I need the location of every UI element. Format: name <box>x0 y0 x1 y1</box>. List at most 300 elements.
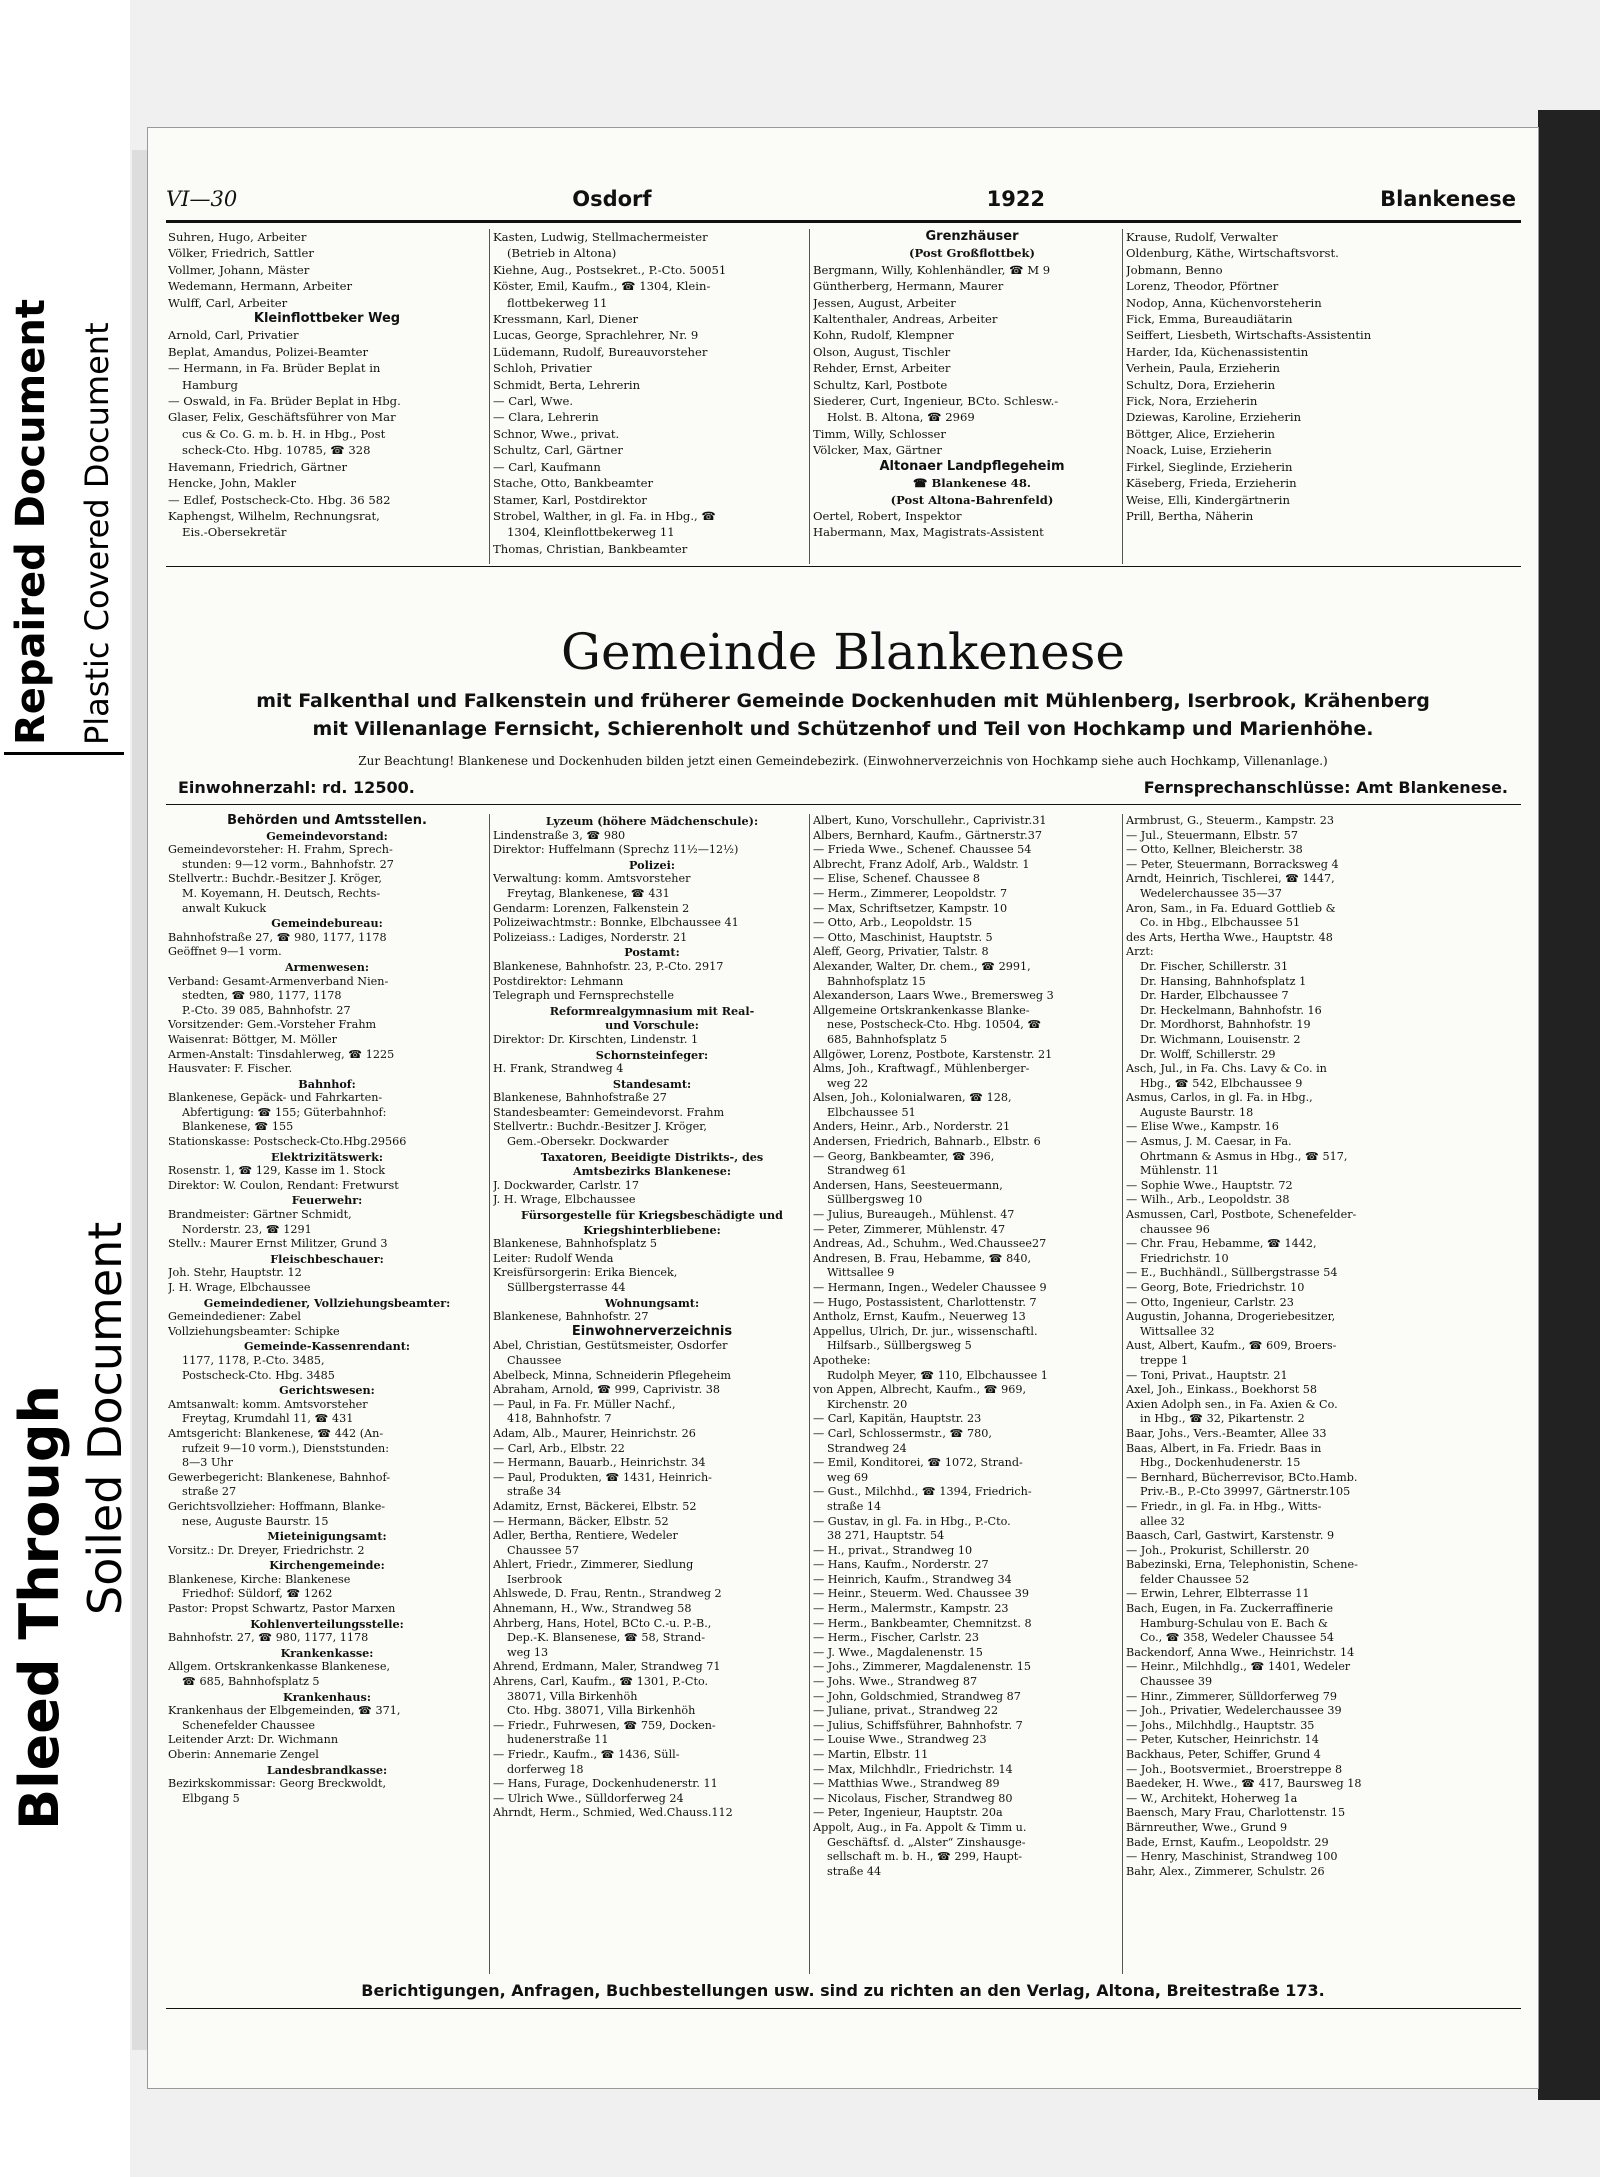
list-item: Co. in Hbg., Elbchaussee 51 <box>1140 916 1301 930</box>
list-item: Babezinski, Erna, Telephonistin, Schene- <box>1126 1558 1358 1572</box>
list-item: Lucas, George, Sprachlehrer, Nr. 9 <box>493 328 699 343</box>
list-item: Blankenese, Kirche: Blankenese <box>168 1572 351 1586</box>
list-item: — Paul, in Fa. Fr. Müller Nachf., <box>493 1397 676 1411</box>
list-item: Gewerbegericht: Blankenese, Bahnhof- <box>168 1470 391 1484</box>
list-item: Andreas, Ad., Schuhm., Wed.Chaussee27 <box>813 1237 1047 1251</box>
list-item: — Hermann, in Fa. Brüder Beplat in <box>168 361 381 376</box>
list-item: Leitender Arzt: Dr. Wichmann <box>168 1733 339 1747</box>
list-item: — Asmus, J. M. Caesar, in Fa. <box>1126 1135 1292 1149</box>
subheading: Krankenhaus: <box>283 1689 371 1704</box>
list-item: — Otto, Maschinist, Hauptstr. 5 <box>813 930 993 944</box>
list-item: Antholz, Ernst, Kaufm., Neuerweg 13 <box>813 1310 1026 1324</box>
list-item: Rehder, Ernst, Arbeiter <box>813 361 951 376</box>
main_columns-column-2 <box>493 814 811 1821</box>
list-item: Freytag, Krumdahl 11, ☎ 431 <box>182 1412 354 1426</box>
list-item: Postscheck-Cto. Hbg. 3485 <box>182 1368 335 1382</box>
list-item: Schmidt, Berta, Lehrerin <box>493 377 641 392</box>
list-item: — Herm., Zimmerer, Leopoldstr. 7 <box>813 886 1008 900</box>
list-item: Stellvertr.: Buchdr.-Besitzer J. Kröger, <box>493 1120 707 1134</box>
subheading: Taxatoren, Beeidigte Distrikts-, des <box>540 1149 764 1164</box>
list-item: Dr. Heckelmann, Bahnhofstr. 16 <box>1140 1003 1322 1017</box>
list-item: Vollmer, Johann, Mäster <box>168 262 310 277</box>
section-heading: Behörden und Amtsstellen. <box>227 814 427 828</box>
main_columns-column-3 <box>813 814 1131 1879</box>
list-item: — Otto, Ingenieur, Carlstr. 23 <box>1126 1295 1294 1309</box>
list-item: stedten, ☎ 980, 1177, 1178 <box>182 989 342 1003</box>
list-item: straße 27 <box>182 1485 237 1499</box>
list-item: — Hermann, Ingen., Wedeler Chaussee 9 <box>813 1281 1047 1294</box>
list-item: Beplat, Amandus, Polizei-Beamter <box>168 344 369 359</box>
list-item: — Chr. Frau, Hebamme, ☎ 1442, <box>1126 1237 1317 1251</box>
list-item: Vollziehungsbeamter: Schipke <box>168 1324 340 1338</box>
column-divider <box>489 229 490 564</box>
list-item: Hbg., Dockenhudenerstr. 15 <box>1140 1456 1301 1470</box>
side-label-panel <box>0 0 130 2177</box>
list-item: Dep.-K. Blansenese, ☎ 58, Strand- <box>507 1631 706 1645</box>
list-item: Nodop, Anna, Küchenvorsteherin <box>1126 295 1322 310</box>
list-item: Kasten, Ludwig, Stellmachermeister <box>493 230 708 244</box>
list-item: Geschäftsf. d. „Alster“ Zinshausge- <box>827 1835 1026 1849</box>
label-separator <box>4 752 124 755</box>
list-item: flottbekerweg 11 <box>507 295 608 310</box>
list-item: Allgem. Ortskrankenkasse Blankenese, <box>168 1660 391 1674</box>
list-item: Aleff, Georg, Privatier, Talstr. 8 <box>813 945 989 959</box>
list-item: nese, Auguste Baurstr. 15 <box>182 1514 329 1528</box>
subheading: Elektrizitätswerk: <box>271 1149 383 1164</box>
list-item: — Hinr., Zimmerer, Sülldorferweg 79 <box>1126 1689 1337 1703</box>
list-item: weg 13 <box>507 1645 549 1659</box>
list-item: J. H. Wrage, Elbchaussee <box>493 1193 636 1207</box>
column-divider <box>809 814 810 1974</box>
list-item: Wedelerchaussee 35—37 <box>1140 886 1282 900</box>
list-item: Bahr, Alex., Zimmerer, Schulstr. 26 <box>1126 1864 1325 1878</box>
subheading: Lyzeum (höhere Mädchenschule): <box>545 814 759 828</box>
list-item: Blankenese, Bahnhofstr. 27 <box>493 1310 649 1324</box>
list-item: Stellv.: Maurer Ernst Militzer, Grund 3 <box>168 1237 388 1251</box>
list-item: Abelbeck, Minna, Schneiderin Pflegeheim <box>493 1368 732 1382</box>
book-spine <box>1538 110 1600 2100</box>
list-item: — Carl, Kaufmann <box>493 459 601 474</box>
list-item: H. Frank, Strandweg 4 <box>493 1062 624 1076</box>
list-item: Blankenese, Bahnhofsplatz 5 <box>493 1237 657 1251</box>
list-item: (Betrieb in Altona) <box>507 246 617 261</box>
list-item: Süllbergsweg 10 <box>827 1193 923 1207</box>
list-item: — Carl, Kapitän, Hauptstr. 23 <box>813 1412 982 1426</box>
list-item: cus & Co. G. m. b. H. in Hbg., Post <box>182 426 386 441</box>
population: Einwohnerzahl: rd. 12500. <box>178 778 415 797</box>
subheading: (Post Großflottbek) <box>909 246 1035 261</box>
list-item: — Peter, Zimmerer, Mühlenstr. 47 <box>813 1222 1006 1236</box>
list-item: Kreisfürsorgerin: Erika Biencek, <box>493 1266 678 1280</box>
list-item: Adler, Bertha, Rentiere, Wedeler <box>493 1529 678 1543</box>
list-item: Jobmann, Benno <box>1126 262 1223 277</box>
list-item: Strandweg 61 <box>827 1164 907 1178</box>
list-item: Völker, Friedrich, Sattler <box>168 246 314 261</box>
list-item: Blankenese, Gepäck- und Fahrkarten- <box>168 1091 383 1105</box>
list-item: Ahlert, Friedr., Zimmerer, Siedlung <box>493 1558 694 1572</box>
list-item: Aust, Albert, Kaufm., ☎ 609, Broers- <box>1126 1339 1337 1353</box>
list-item: Rudolph Meyer, ☎ 110, Elbchaussee 1 <box>827 1368 1048 1382</box>
list-item: Lüdemann, Rudolf, Bureauvorsteher <box>493 344 708 359</box>
list-item: Wittsallee 32 <box>1140 1324 1215 1338</box>
list-item: Auguste Baurstr. 18 <box>1140 1105 1254 1119</box>
list-item: — W., Architekt, Hoherweg 1a <box>1126 1791 1298 1805</box>
list-item: Axien Adolph sen., in Fa. Axien & Co. <box>1126 1397 1338 1411</box>
list-item: Ahnemann, H., Ww., Strandweg 58 <box>493 1602 692 1616</box>
list-item: Brandmeister: Gärtner Schmidt, <box>168 1208 352 1222</box>
subheading: Fürsorgestelle für Kriegsbeschädigte und <box>521 1208 783 1223</box>
list-item: Hbg., ☎ 542, Elbchaussee 9 <box>1140 1076 1303 1090</box>
list-item: Freytag, Blankenese, ☎ 431 <box>507 886 670 900</box>
list-item: Böttger, Alice, Erzieherin <box>1126 426 1275 441</box>
list-item: — Carl, Arb., Elbstr. 22 <box>493 1441 625 1455</box>
subheading: Amtsbezirks Blankenese: <box>572 1164 732 1179</box>
list-item: Habermann, Max, Magistrats-Assistent <box>813 525 1044 540</box>
list-item: Firkel, Sieglinde, Erzieherin <box>1126 459 1293 474</box>
list-item: Apotheke: <box>813 1353 871 1367</box>
list-item: Alsen, Joh., Kolonialwaren, ☎ 128, <box>813 1091 1012 1105</box>
list-item: Aron, Sam., in Fa. Eduard Gottlieb & <box>1126 901 1336 915</box>
list-item: Arnold, Carl, Privatier <box>168 328 299 343</box>
list-item: Prill, Bertha, Näherin <box>1126 508 1254 523</box>
list-item: straße 14 <box>827 1499 882 1513</box>
list-item: — Herm., Malermstr., Kampstr. 23 <box>813 1602 1009 1616</box>
section-title: Gemeinde Blankenese <box>561 623 1125 681</box>
list-item: Krause, Rudolf, Verwalter <box>1126 230 1278 244</box>
list-item: Güntherberg, Hermann, Maurer <box>813 279 1004 294</box>
list-item: Ahrend, Erdmann, Maler, Strandweg 71 <box>493 1660 721 1674</box>
telephone-exchange: Fernsprechanschlüsse: Amt Blankenese. <box>1143 778 1508 797</box>
subheading: Mieteinigungsamt: <box>267 1529 387 1544</box>
list-item: Alexanderson, Laars Wwe., Bremersweg 3 <box>813 989 1054 1003</box>
list-item: Gerichtsvollzieher: Hoffmann, Blanke- <box>168 1499 386 1513</box>
list-item: anwalt Kukuck <box>182 901 267 915</box>
list-item: Direktor: Huffelmann (Sprechz 11½—12½) <box>493 843 739 857</box>
list-item: Bergmann, Willy, Kohlenhändler, ☎ M 9 <box>813 262 1051 277</box>
list-item: — Bernhard, Bücherrevisor, BCto.Hamb. <box>1126 1470 1358 1484</box>
list-item: Asch, Jul., in Fa. Chs. Lavy & Co. in <box>1126 1062 1327 1076</box>
list-item: — Elise, Schenef. Chaussee 8 <box>813 872 981 886</box>
top_columns-column-1 <box>168 229 486 541</box>
list-item: Joh. Stehr, Hauptstr. 12 <box>168 1266 302 1280</box>
page-header <box>166 184 1516 214</box>
list-item: Asmussen, Carl, Postbote, Schenefelder- <box>1126 1208 1357 1222</box>
list-item: Allgemeine Ortskrankenkasse Blanke- <box>813 1003 1030 1017</box>
list-item: Holst. B. Altona, ☎ 2969 <box>827 410 975 425</box>
list-item: Dr. Hansing, Bahnhofsplatz 1 <box>1140 974 1307 988</box>
list-item: — Elise Wwe., Kampstr. 16 <box>1126 1120 1279 1134</box>
subheading: Kriegshinterbliebene: <box>583 1222 721 1237</box>
list-item: — Frieda Wwe., Schenef. Chaussee 54 <box>813 843 1032 857</box>
list-item: stunden: 9—12 vorm., Bahnhofstr. 27 <box>182 857 394 871</box>
list-item: — Max, Schriftsetzer, Kampstr. 10 <box>813 901 1008 915</box>
list-item: — J. Wwe., Magdalenenstr. 15 <box>813 1645 983 1659</box>
list-item: Bahnhofsplatz 15 <box>827 974 926 988</box>
list-item: Pastor: Propst Schwartz, Pastor Marxen <box>168 1602 396 1616</box>
subheading: Kirchengemeinde: <box>269 1558 385 1573</box>
list-item: — Joh., Prokurist, Schillerstr. 20 <box>1126 1543 1310 1557</box>
subheading: Fleischbeschauer: <box>270 1251 384 1266</box>
list-item: Leiter: Rudolf Wenda <box>493 1251 614 1265</box>
top_columns-column-3 <box>813 229 1131 541</box>
page-number: VI—30 <box>166 187 238 211</box>
list-item: Polizeiass.: Ladiges, Norderstr. 21 <box>493 930 688 944</box>
list-item: Ahrberg, Hans, Hotel, BCto C.-u. P.-B., <box>493 1616 712 1630</box>
list-item: Wulff, Carl, Arbeiter <box>168 295 288 310</box>
list-item: Verband: Gesamt-Armenverband Nien- <box>168 974 389 988</box>
list-item: Dr. Fischer, Schillerstr. 31 <box>1140 959 1289 973</box>
list-item: — Hans, Furage, Dockenhudenerstr. 11 <box>493 1777 718 1791</box>
list-item: Wittsallee 9 <box>827 1266 895 1280</box>
list-item: Eis.-Obersekretär <box>182 525 287 540</box>
list-item: — Johs., Milchhdlg., Hauptstr. 35 <box>1126 1718 1315 1732</box>
list-item: — Peter, Ingenieur, Hauptstr. 20a <box>813 1806 1003 1820</box>
list-item: Oertel, Robert, Inspektor <box>813 508 962 523</box>
list-item: nese, Postscheck-Cto. Hbg. 10504, ☎ <box>827 1018 1042 1032</box>
list-item: — Hugo, Postassistent, Charlottenstr. 7 <box>813 1295 1037 1309</box>
list-item: straße 34 <box>507 1485 562 1499</box>
list-item: Andersen, Hans, Seesteuermann, <box>813 1178 1003 1192</box>
list-item: Backendorf, Anna Wwe., Heinrichstr. 14 <box>1126 1645 1355 1659</box>
list-item: — Heinrich, Kaufm., Strandweg 34 <box>813 1572 1012 1586</box>
list-item: 685, Bahnhofsplatz 5 <box>827 1032 948 1046</box>
section-subtitle-1: mit Falkenthal und Falkenstein und früherer Gemeinde Dockenhuden mit Mühlenberg, Iserbrook, Krähenberg <box>256 690 1430 712</box>
header-left: Osdorf <box>572 187 652 211</box>
list-item: Bach, Eugen, in Fa. Zuckerraffinerie <box>1126 1602 1333 1616</box>
list-item: Hamburg <box>182 377 238 392</box>
list-item: — Georg, Bankbeamter, ☎ 396, <box>813 1149 995 1163</box>
list-item: Alms, Joh., Kraftwagf., Mühlenberger- <box>813 1062 1030 1076</box>
list-item: — Carl, Schlossermstr., ☎ 780, <box>813 1426 992 1440</box>
list-item: Verhein, Paula, Erzieherin <box>1126 361 1280 376</box>
list-item: Direktor: W. Coulon, Rendant: Fretwurst <box>168 1178 399 1192</box>
list-item: Völcker, Max, Gärtner <box>813 443 942 458</box>
list-item: Albers, Bernhard, Kaufm., Gärtnerstr.37 <box>813 828 1042 842</box>
subheading: Krankenkasse: <box>280 1645 374 1660</box>
list-item: sellschaft m. b. H., ☎ 299, Haupt- <box>827 1850 1023 1864</box>
top_columns-column-2 <box>493 229 811 557</box>
subheading: Gemeindevorstand: <box>266 828 388 843</box>
list-item: — Hermann, Bäcker, Elbstr. 52 <box>493 1514 669 1528</box>
list-item: P.-Cto. 39 085, Bahnhofstr. 27 <box>182 1003 351 1017</box>
list-item: 38 271, Hauptstr. 54 <box>827 1529 945 1543</box>
list-item: — Heinr., Milchhdlg., ☎ 1401, Wedeler <box>1126 1660 1351 1674</box>
label-repaired: Repaired Document <box>8 299 54 745</box>
column-divider <box>489 814 490 1974</box>
list-item: Timm, Willy, Schlosser <box>813 426 946 441</box>
list-item: Schloh, Privatier <box>493 361 592 376</box>
list-item: — Toni, Privat., Hauptstr. 21 <box>1126 1368 1288 1382</box>
list-item: — Otto, Arb., Leopoldstr. 15 <box>813 916 973 930</box>
list-item: Standesbeamter: Gemeindevorst. Frahm <box>493 1105 725 1119</box>
list-item: Ahrndt, Herm., Schmied, Wed.Chauss.112 <box>493 1806 733 1820</box>
list-item: — Max, Milchhdlr., Friedrichstr. 14 <box>813 1762 1013 1776</box>
main_columns-column-1 <box>168 814 486 1806</box>
list-item: — H., privat., Strandweg 10 <box>813 1543 973 1557</box>
list-item: Friedrichstr. 10 <box>1140 1251 1229 1265</box>
list-item: von Appen, Albrecht, Kaufm., ☎ 969, <box>813 1383 1027 1397</box>
list-item: in Hbg., ☎ 32, Pikartenstr. 2 <box>1140 1412 1305 1426</box>
list-item: straße 44 <box>827 1864 882 1878</box>
list-item: — John, Goldschmied, Strandweg 87 <box>813 1689 1021 1703</box>
list-item: Albrecht, Franz Adolf, Arb., Waldstr. 1 <box>813 857 1030 871</box>
list-item: Havemann, Friedrich, Gärtner <box>168 459 348 474</box>
list-item: Abraham, Arnold, ☎ 999, Caprivistr. 38 <box>493 1383 720 1397</box>
subheading: Standesamt: <box>612 1076 692 1091</box>
list-item: Köster, Emil, Kaufm., ☎ 1304, Klein- <box>493 279 711 294</box>
list-item: J. H. Wrage, Elbchaussee <box>168 1281 311 1294</box>
list-item: — Friedr., Kaufm., ☎ 1436, Süll- <box>493 1748 680 1761</box>
label-bleed: Bleed Through <box>8 1385 71 1830</box>
list-item: M. Koyemann, H. Deutsch, Rechts- <box>182 886 381 900</box>
subheading: Gemeinde-Kassenrendant: <box>243 1339 411 1354</box>
list-item: Postdirektor: Lehmann <box>493 974 624 988</box>
list-item: Elbgang 5 <box>182 1791 240 1805</box>
list-item: Lindenstraße 3, ☎ 980 <box>493 828 626 842</box>
list-item: Elbchaussee 51 <box>827 1105 916 1119</box>
header-year: 1922 <box>986 187 1046 211</box>
list-item: Süllbergsterrasse 44 <box>507 1281 626 1294</box>
list-item: ☎ 685, Bahnhofsplatz 5 <box>182 1675 320 1689</box>
list-item: Lorenz, Theodor, Pförtner <box>1126 279 1279 294</box>
footer-note: Berichtigungen, Anfragen, Buchbestellungen usw. sind zu richten an den Verlag, Altona, Breitestraße 173. <box>361 1981 1325 2000</box>
list-item: Noack, Luise, Erzieherin <box>1126 443 1272 458</box>
list-item: — Clara, Lehrerin <box>493 410 599 425</box>
list-item: — Georg, Bote, Friedrichstr. 10 <box>1126 1281 1305 1294</box>
list-item: Baedeker, H. Wwe., ☎ 417, Baursweg 18 <box>1126 1777 1362 1791</box>
list-item: Kiehne, Aug., Postsekret., P.-Cto. 50051 <box>493 262 727 277</box>
subheading: ☎ Blankenese 48. <box>913 476 1031 491</box>
list-item: Siederer, Curt, Ingenieur, BCto. Schlesw.- <box>813 394 1059 409</box>
list-item: Asmus, Carlos, in gl. Fa. in Hbg., <box>1126 1091 1313 1105</box>
list-item: — Martin, Elbstr. 11 <box>813 1748 929 1761</box>
list-item: Baar, Johs., Vers.-Beamter, Allee 33 <box>1126 1426 1327 1440</box>
list-item: Stache, Otto, Bankbeamter <box>493 476 654 491</box>
list-item: Hamburg-Schulau von E. Bach & <box>1140 1616 1329 1630</box>
list-item: 418, Bahnhofstr. 7 <box>507 1412 612 1426</box>
list-item: chaussee 96 <box>1140 1222 1210 1236</box>
list-item: treppe 1 <box>1140 1353 1189 1367</box>
list-item: — Oswald, in Fa. Brüder Beplat in Hbg. <box>168 394 401 409</box>
list-item: 1304, Kleinflottbekerweg 11 <box>507 525 675 540</box>
list-item: Ahrens, Carl, Kaufm., ☎ 1301, P.-Cto. <box>493 1675 709 1689</box>
list-item: Chaussee 39 <box>1140 1675 1213 1689</box>
list-item: Abfertigung: ☎ 155; Güterbahnhof: <box>182 1105 387 1119</box>
list-item: Dr. Wolff, Schillerstr. 29 <box>1140 1047 1276 1061</box>
list-item: Arndt, Heinrich, Tischlerei, ☎ 1447, <box>1126 872 1335 886</box>
list-item: Weise, Elli, Kindergärtnerin <box>1126 492 1290 507</box>
list-item: des Arts, Hertha Wwe., Hauptstr. 48 <box>1126 930 1333 944</box>
subheading: Kohlenverteilungsstelle: <box>250 1616 404 1631</box>
list-item: Ahlswede, D. Frau, Rentn., Strandweg 2 <box>493 1587 722 1601</box>
list-item: — Gustav, in gl. Fa. in Hbg., P.-Cto. <box>813 1514 1011 1528</box>
list-item: Bahnhofstr. 27, ☎ 980, 1177, 1178 <box>168 1631 369 1645</box>
list-item: Kaphengst, Wilhelm, Rechnungsrat, <box>168 508 380 523</box>
list-item: Kirchenstr. 20 <box>827 1397 908 1411</box>
list-item: — Edlef, Postscheck-Cto. Hbg. 36 582 <box>168 492 391 507</box>
list-item: scheck-Cto. Hbg. 10785, ☎ 328 <box>182 443 371 458</box>
list-item: Blankenese, ☎ 155 <box>182 1120 294 1134</box>
list-item: Stellvertr.: Buchdr.-Besitzer J. Kröger, <box>168 872 382 886</box>
list-item: Stamer, Karl, Postdirektor <box>493 492 647 507</box>
list-item: Armbrust, G., Steuerm., Kampstr. 23 <box>1126 814 1335 827</box>
list-item: Iserbrook <box>507 1572 562 1586</box>
subheading: und Vorschule: <box>605 1018 699 1033</box>
column-divider <box>1122 814 1123 1974</box>
list-item: — Peter, Kutscher, Heinrichstr. 14 <box>1126 1733 1319 1747</box>
list-item: Norderstr. 23, ☎ 1291 <box>182 1222 312 1236</box>
list-item: Geöffnet 9—1 vorm. <box>168 945 282 959</box>
page-edge <box>132 150 149 2050</box>
list-item: Bade, Ernst, Kaufm., Leopoldstr. 29 <box>1126 1835 1329 1849</box>
list-item: Kohn, Rudolf, Klempner <box>813 328 954 343</box>
list-item: Friedhof: Süldorf, ☎ 1262 <box>182 1587 333 1601</box>
list-item: Bezirkskommissar: Georg Breckwoldt, <box>168 1777 387 1791</box>
list-item: Andersen, Friedrich, Bahnarb., Elbstr. 6 <box>813 1135 1041 1149</box>
subheading: Gerichtswesen: <box>279 1383 375 1398</box>
list-item: Schenefelder Chaussee <box>182 1718 315 1732</box>
list-item: Schultz, Carl, Gärtner <box>493 443 623 458</box>
list-item: Abel, Christian, Gestütsmeister, Osdorfer <box>493 1339 728 1353</box>
list-item: — Joh., Privatier, Wedelerchaussee 39 <box>1126 1704 1342 1718</box>
list-item: — Peter, Steuermann, Borracksweg 4 <box>1126 857 1339 871</box>
list-item: Harder, Ida, Küchenassistentin <box>1126 344 1309 359</box>
list-item: Ohrtmann & Asmus in Hbg., ☎ 517, <box>1140 1149 1348 1163</box>
list-item: Dr. Harder, Elbchaussee 7 <box>1140 989 1289 1003</box>
list-item: Polizeiwachtmstr.: Bonnke, Elbchaussee 41 <box>493 916 739 930</box>
top_columns-column-4 <box>1126 229 1444 524</box>
list-item: Amtsgericht: Blankenese, ☎ 442 (An- <box>168 1426 384 1440</box>
list-item: Hilfsarb., Süllbergsweg 5 <box>827 1339 972 1353</box>
list-item: Allgöwer, Lorenz, Postbote, Karstenstr. 21 <box>813 1047 1053 1061</box>
top-section-rule <box>166 566 1521 567</box>
list-item: — Friedr., in gl. Fa. in Hbg., Witts- <box>1126 1499 1322 1513</box>
list-item: Stationskasse: Postscheck-Cto.Hbg.29566 <box>168 1135 407 1149</box>
list-item: Gemeindediener: Zabel <box>168 1310 302 1324</box>
list-item: J. Dockwarder, Carlstr. 17 <box>493 1178 639 1192</box>
list-item: — Erwin, Lehrer, Elbterrasse 11 <box>1126 1587 1310 1601</box>
list-item: Backhaus, Peter, Schiffer, Grund 4 <box>1126 1748 1321 1761</box>
list-item: Rosenstr. 1, ☎ 129, Kasse im 1. Stock <box>168 1164 385 1178</box>
list-item: — Hans, Kaufm., Norderstr. 27 <box>813 1558 989 1572</box>
list-item: Waisenrat: Böttger, M. Möller <box>168 1032 338 1046</box>
subheading: Armenwesen: <box>284 959 370 974</box>
list-item: Gendarm: Lorenzen, Falkenstein 2 <box>493 901 690 915</box>
list-item: Mühlenstr. 11 <box>1140 1164 1219 1178</box>
list-item: weg 22 <box>827 1076 869 1090</box>
list-item: Verwaltung: komm. Amtsvorsteher <box>493 872 691 886</box>
main_columns-column-4 <box>1126 814 1444 1879</box>
list-item: Schultz, Karl, Postbote <box>813 377 948 392</box>
list-item: Blankenese, Bahnhofstraße 27 <box>493 1091 667 1105</box>
list-item: 1177, 1178, P.-Cto. 3485, <box>182 1353 325 1367</box>
list-item: Adam, Alb., Maurer, Heinrichstr. 26 <box>493 1426 696 1440</box>
list-item: — Henry, Maschinist, Strandweg 100 <box>1126 1850 1338 1864</box>
list-item: Baasch, Carl, Gastwirt, Karstenstr. 9 <box>1126 1529 1335 1543</box>
list-item: Bärnreuther, Wwe., Grund 9 <box>1126 1820 1288 1834</box>
list-item: — Sophie Wwe., Hauptstr. 72 <box>1126 1178 1293 1192</box>
subheading: Bahnhof: <box>298 1076 356 1091</box>
subheading: Polizei: <box>629 857 675 872</box>
list-item: — Gust., Milchhd., ☎ 1394, Friedrich- <box>813 1485 1032 1499</box>
list-item: Dr. Mordhorst, Bahnhofstr. 19 <box>1140 1018 1311 1032</box>
list-item: Fick, Emma, Bureaudiätarin <box>1126 312 1293 327</box>
list-item: Chaussee 57 <box>507 1543 580 1557</box>
list-item: Amtsanwalt: komm. Amtsvorsteher <box>168 1397 368 1411</box>
list-item: Albert, Kuno, Vorschullehr., Caprivistr.31 <box>813 814 1047 827</box>
list-item: allee 32 <box>1140 1514 1185 1528</box>
list-item: — Herm., Fischer, Carlstr. 23 <box>813 1631 980 1645</box>
